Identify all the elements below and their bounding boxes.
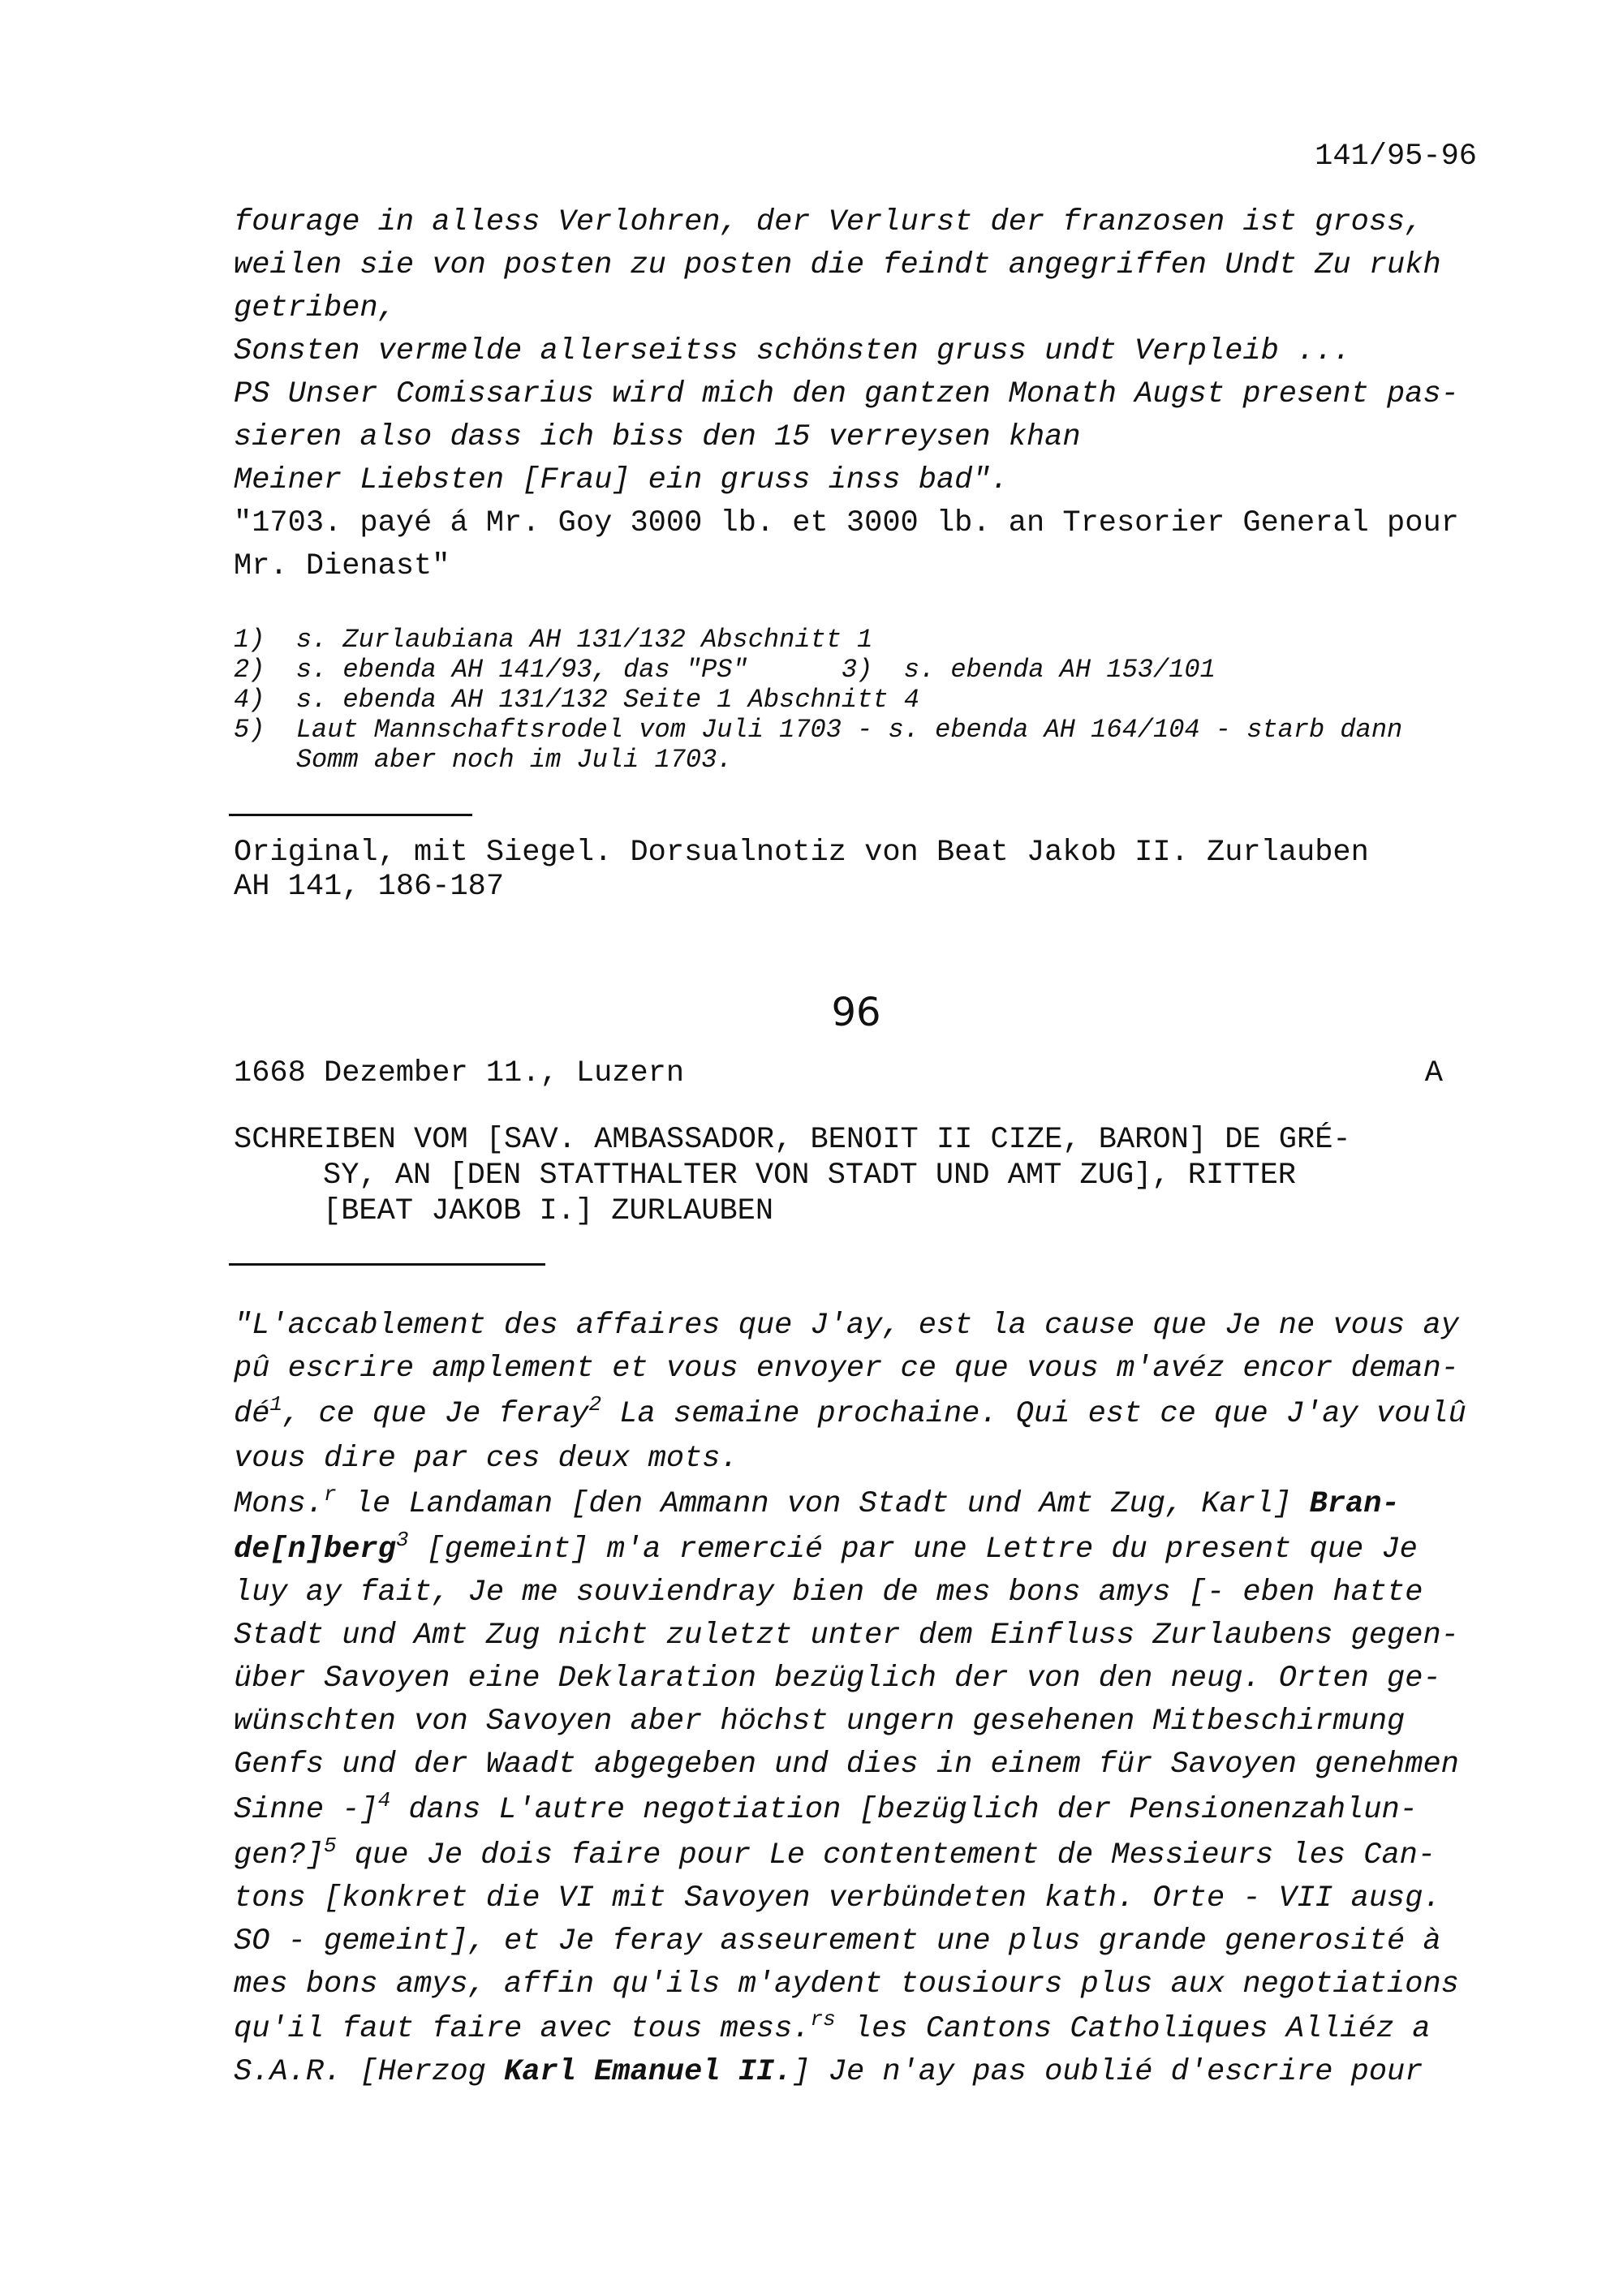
footnote: 1) s. Zurlaubiana AH 131/132 Abschnitt 1 (234, 625, 873, 655)
text-line: getriben, (234, 291, 396, 325)
text-line: mes bons amys, affin qu'ils m'aydent tousiours plus aux negotiations (234, 1967, 1459, 2001)
footnote-ref: 4 (377, 1788, 391, 1812)
text-line: PS Unser Comissarius wird mich den gantzen Monath Augst present pas- (234, 377, 1459, 411)
text-line: weilen sie von posten zu posten die feindt angegriffen Undt Zu rukh (234, 248, 1441, 282)
text-line: Mr. Dienast" (234, 549, 450, 583)
document-marker: A (1424, 1056, 1443, 1090)
footnote-ref: 2 (588, 1392, 602, 1417)
text-line: pû escrire amplement et vous envoyer ce que vous m'avéz encor deman- (234, 1352, 1459, 1386)
date-place: 1668 Dezember 11., Luzern (234, 1056, 685, 1090)
footnote: 4) s. ebenda AH 131/132 Seite 1 Abschnitt 4 (234, 685, 919, 715)
text-line: $dé^1$, ce que Je feray$^2$ La semaine prochaine. Qui est ce que J'ay voulû (234, 1392, 1466, 1431)
title-line: SY, AN [DEN STATTHALTER VON STADT UND AMT ZUG], RITTER (323, 1159, 1296, 1193)
text-line: Mons.$^r$ le Landaman [den Ammann von Stadt und Amt Zug, Karl] Bran- (234, 1482, 1400, 1521)
text-line: fourage in alless Verlohren, der Verlurst der franzosen ist gross, (234, 205, 1423, 239)
footnote: 2) s. ebenda AH 141/93, das "PS" 3) s. ebenda AH 153/101 (234, 655, 1216, 685)
text-line: über Savoyen eine Deklaration bezüglich der von den neug. Orten ge- (234, 1662, 1441, 1696)
footnote-ref: 1 (269, 1392, 283, 1417)
footnote-ref: 3 (395, 1528, 409, 1552)
text-line: Original, mit Siegel. Dorsualnotiz von Beat Jakob II. Zurlauben (234, 836, 1369, 870)
text-line: gen?]$^5$ que Je dois faire pour Le contentement de Messieurs les Can- (234, 1834, 1436, 1872)
document-number: 96 (831, 990, 881, 1035)
text-line: luy ay fait, Je me souviendray bien de mes bons amys [- eben hatte (234, 1576, 1423, 1610)
text-line: Genfs und der Waadt abgegeben und dies in einem für Savoyen genehmen (234, 1748, 1459, 1782)
text-line: Sonsten vermelde allerseitss schönsten gruss undt Verpleib ... (234, 334, 1351, 368)
footnote: Somm aber noch im Juli 1703. (234, 745, 733, 775)
text-line: vous dire par ces deux mots. (234, 1442, 738, 1476)
person-name: de[n]berg (234, 1533, 396, 1567)
text-line: de[n]berg$^3$ [gemeint] m'a remercié par une Lettre du present que Je (234, 1528, 1418, 1567)
person-name: Karl Emanuel II. (504, 2055, 793, 2089)
page-reference: 141/95-96 (1315, 140, 1477, 174)
text-line: tons [konkret die VI mit Savoyen verbündeten kath. Orte - VII ausg. (234, 1881, 1441, 1915)
title-line: [BEAT JAKOB I.] ZURLAUBEN (323, 1194, 774, 1228)
text-line: Sinne -]$^4$ dans L'autre negotiation [bezüglich der Pensionenzahlun- (234, 1788, 1418, 1827)
text-line: SO - gemeint], et Je feray asseurement une plus grande generosité à (234, 1924, 1441, 1958)
person-name: Bran- (1309, 1487, 1400, 1521)
text-line: qu'il faut faire avec tous mess.$^{rs}$ les Cantons Catholiques Alliéz a (234, 2007, 1431, 2046)
text-line: wünschten von Savoyen aber höchst ungern gesehenen Mitbeschirmung (234, 1705, 1406, 1739)
text-line: S.A.R. [Herzog Karl Emanuel II.] Je n'ay pas oublié d'escrire pour (234, 2055, 1423, 2089)
text-line: "1703. payé á Mr. Goy 3000 lb. et 3000 lb. an Tresorier General pour (234, 506, 1459, 540)
divider (229, 814, 472, 816)
text-line: "L'accablement des affaires que J'ay, est la cause que Je ne vous ay (234, 1309, 1459, 1343)
footnote: 5) Laut Mannschaftsrodel vom Juli 1703 - s. ebenda AH 164/104 - starb dann (234, 715, 1403, 745)
text-line: Stadt und Amt Zug nicht zuletzt unter dem Einfluss Zurlaubens gegen- (234, 1619, 1459, 1653)
text-line: AH 141, 186-187 (234, 870, 505, 904)
footnote-ref: 5 (324, 1834, 337, 1858)
title-line: SCHREIBEN VOM [SAV. AMBASSADOR, BENOIT II CIZE, BARON] DE GRÉ- (234, 1123, 1351, 1157)
divider (229, 1263, 545, 1266)
text-line: Meiner Liebsten [Frau] ein gruss inss bad". (234, 463, 1009, 497)
text-line: sieren also dass ich biss den 15 verreysen khan (234, 420, 1081, 454)
